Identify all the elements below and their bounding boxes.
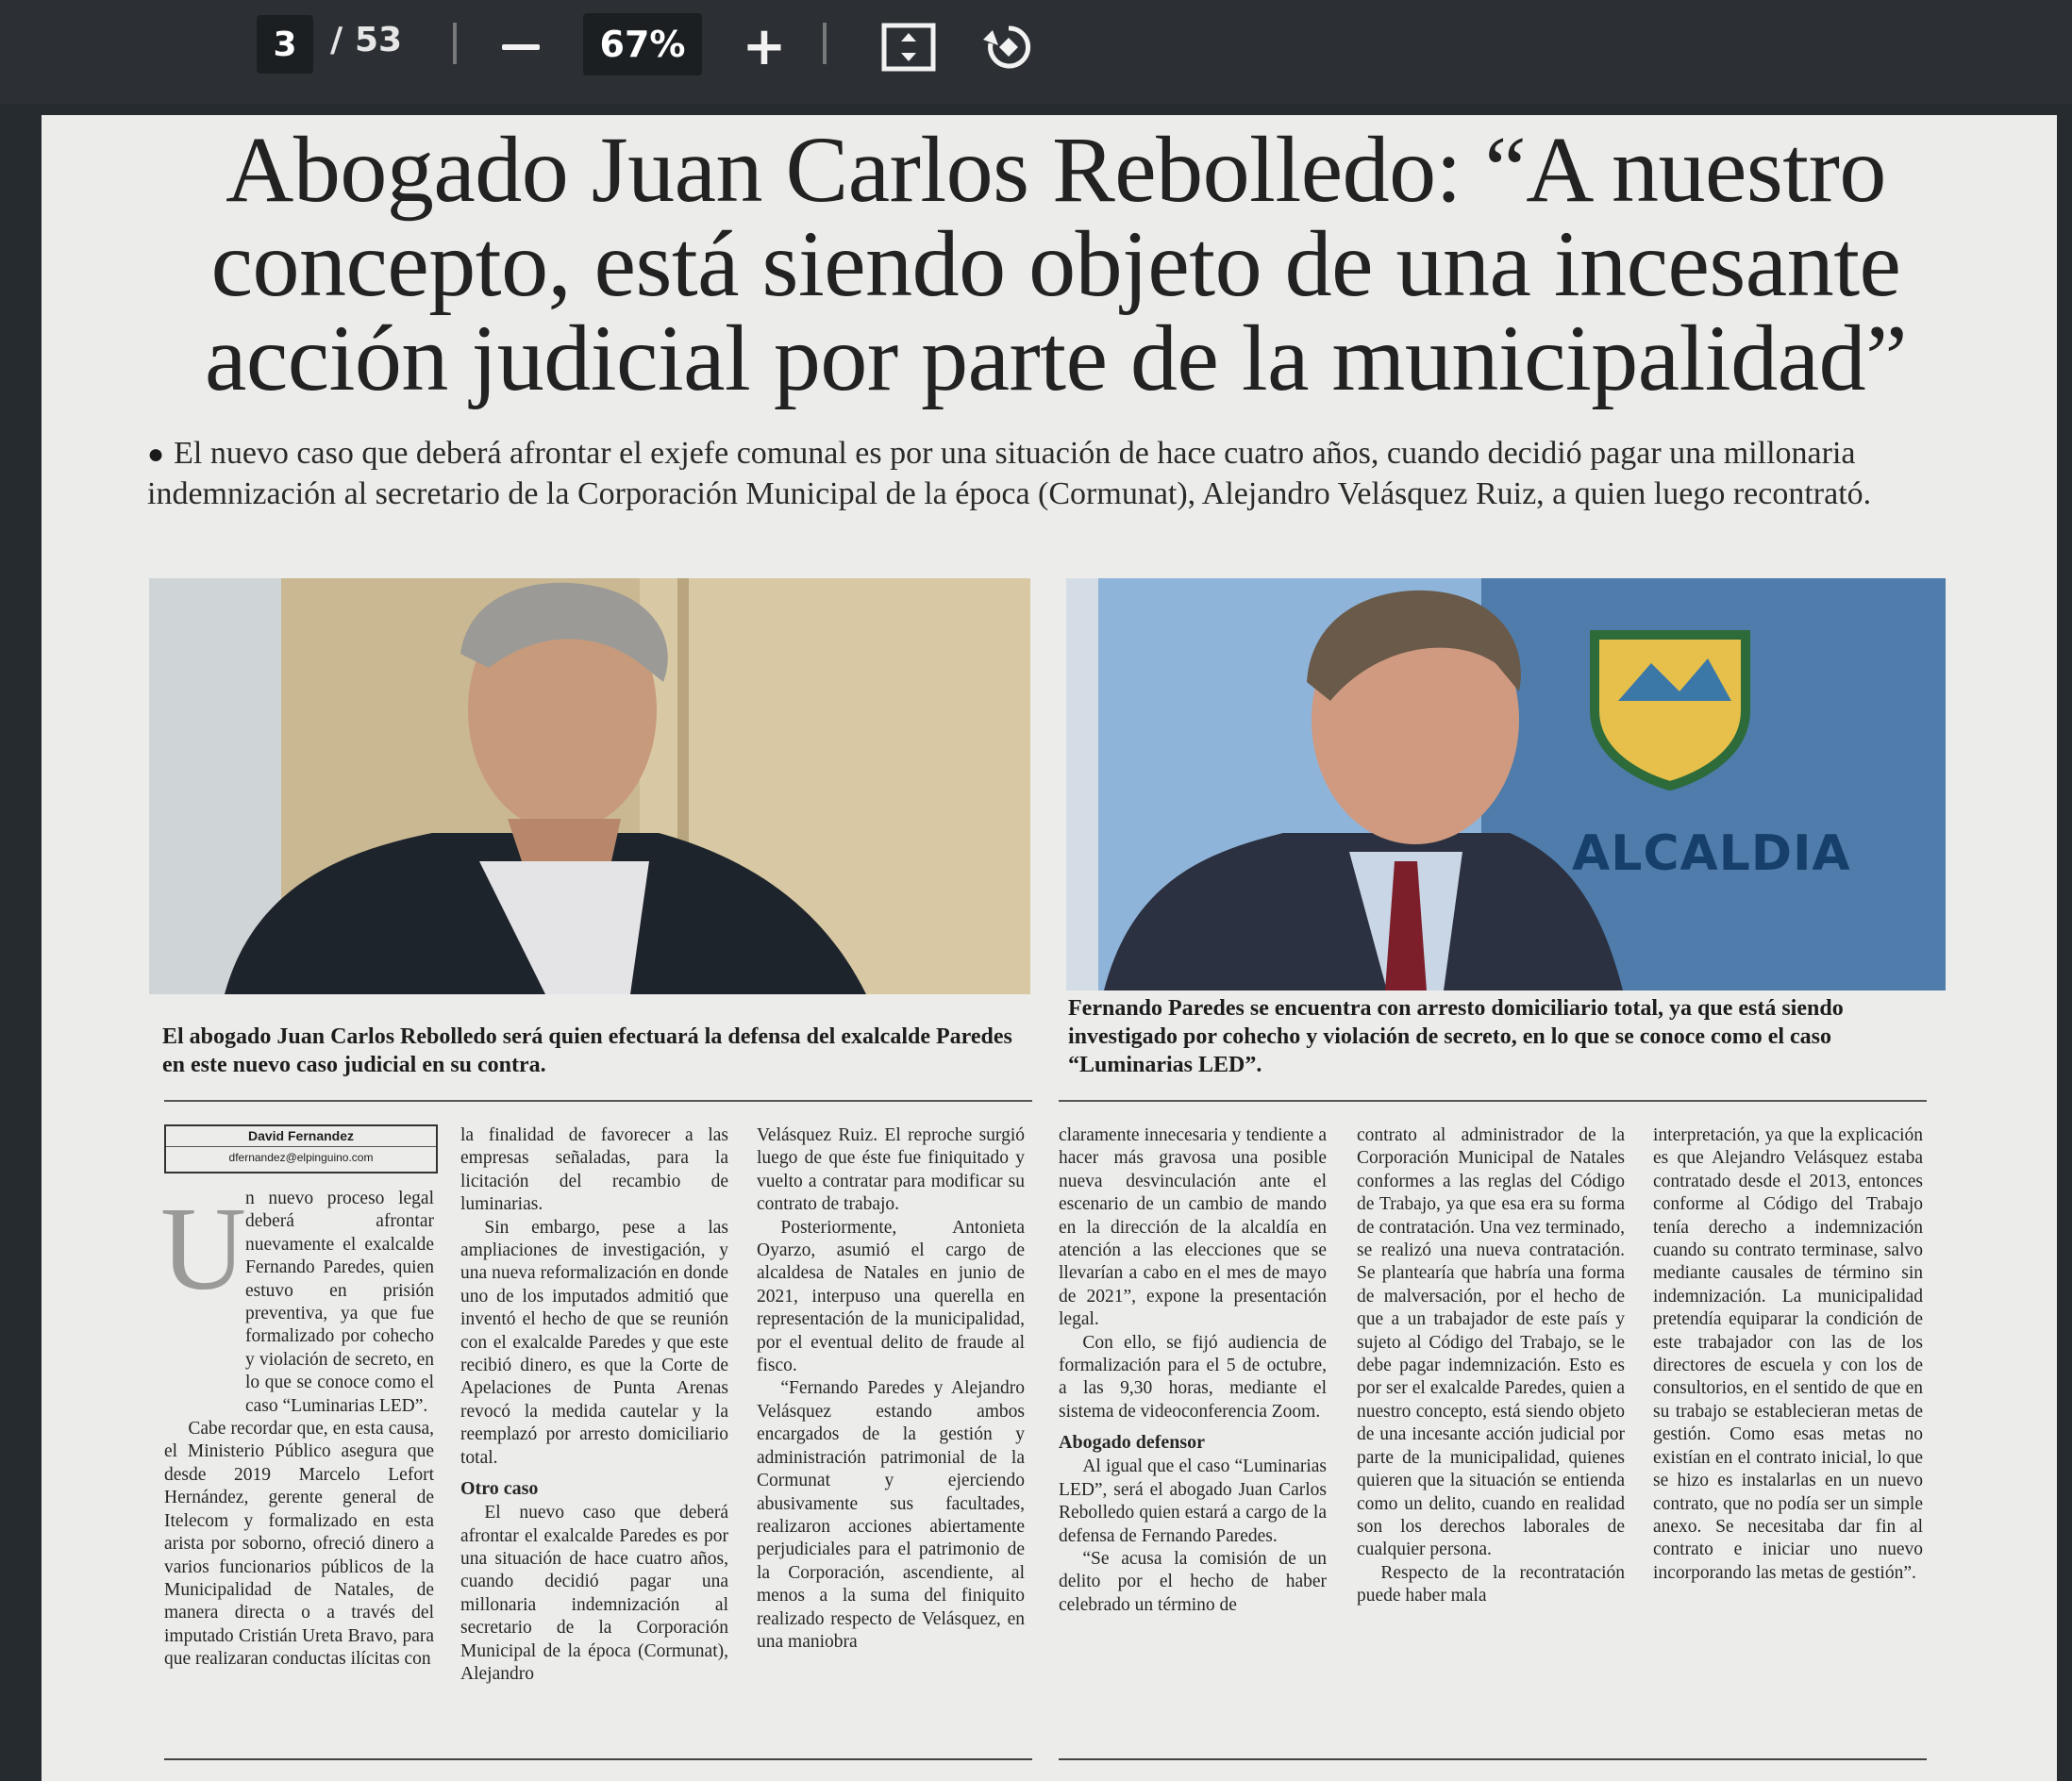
text-column-6	[1653, 1124, 1923, 1747]
zoom-out-icon	[502, 44, 540, 50]
bullet-icon: ●	[147, 439, 165, 470]
paragraph: Al igual que el caso “Luminarias LED”, será el abogado Juan Carlos Rebolledo quien estará a cargo de la defensa de Fernando Paredes.	[1059, 1456, 1327, 1546]
paragraph: n nuevo proceso legal deberá afrontar nuevamente el exalcalde Fernando Paredes, quien estuvo en prisión preventiva, ya que fue formalizado por cohecho y violación de secreto, en lo que se conoce como el caso “Luminarias LED”.	[245, 1189, 434, 1416]
bottom-rule	[1059, 1758, 1927, 1760]
text-column-2	[460, 1124, 728, 1747]
photo-lawyer	[149, 578, 1030, 994]
paragraph: Cabe recordar que, en esta causa, el Ministerio Público asegura que desde 2019 Marcelo Lefort Hernández, gerente general de Itelecom y formalizado en esta arista por soborno, ofreció dinero a varios funcionarios públicos de la Municipalidad de Natales, de manera directa o a través del imputado Cristián Ureta Bravo, para que realizaran conductas ilícitas con	[164, 1419, 434, 1670]
text-column-5	[1357, 1124, 1625, 1747]
photo-exmayor	[1066, 578, 1946, 990]
paragraph: Sin embargo, pese a las ampliaciones de investigación, y una nueva reformalización en donde uno de los imputados admitió que inventó el hecho de que se reunión con el exalcalde Paredes y que este recibió dinero, es que la Corte de Apelaciones de Punta Arenas revocó la medida cautelar y la reemplazó por arresto domiciliario total.	[460, 1217, 728, 1468]
toolbar-divider	[823, 23, 827, 64]
byline-box	[164, 1124, 438, 1173]
paragraph: contrato al administrador de la Corporación Municipal de Natales conformes a las reglas del Código de Trabajo, ya que esa era su forma de contratación. Una vez terminado, se realizó una nueva contratación. Se plantearía que habría una forma de malversación, por el hecho de que a un trabajador de este país y sujeto al Código del Trabajo, se le debe pagar indemnización. Esto es por ser el exalcalde Paredes, quien a nuestro concepto, está siendo objeto de una incesante acción judicial por parte de la municipalidad, quienes quieren que la situación se entienda como un delito, cuando en realidad son los derechos laborales de cualquier persona.	[1357, 1125, 1625, 1560]
subheading-abogado-defensor: Abogado defensor	[1059, 1432, 1206, 1454]
paragraph: “Se acusa la comisión de un delito por el hecho de haber celebrado un término de	[1059, 1548, 1327, 1615]
toolbar-divider	[453, 23, 457, 64]
zoom-in-button[interactable]	[734, 16, 794, 77]
alcaldia-sign: ALCALDIA	[1572, 825, 1851, 882]
rotate-icon	[979, 19, 1038, 75]
rotate-button[interactable]	[979, 19, 1038, 75]
section-rule	[164, 1100, 1032, 1102]
caption-lawyer: El abogado Juan Carlos Rebolledo será quien efectuará la defensa del exalcalde Paredes en este nuevo caso judicial en su contra.	[162, 1024, 1012, 1077]
fit-page-button[interactable]	[881, 23, 936, 72]
zoom-in-icon: +	[742, 16, 787, 77]
byline-email: dfernandez@elpinguino.com	[228, 1151, 374, 1164]
zoom-out-button[interactable]	[491, 19, 551, 75]
current-page-input[interactable]: 3	[257, 15, 313, 74]
drop-cap: U	[160, 1184, 246, 1315]
article-headline: Abogado Juan Carlos Rebolledo: “A nuestro concepto, está siendo objeto de una incesante acción judicial por parte de la municipalidad”	[204, 117, 1907, 410]
paragraph: Posteriormente, Antonieta Oyarzo, asumió el cargo de alcaldesa de Natales en junio de 2021, interpuso una querella en representación de la municipalidad, por el eventual delito de fraude al fisco.	[757, 1217, 1025, 1376]
subheading-otro-caso: Otro caso	[460, 1478, 539, 1500]
text-column-3	[757, 1124, 1025, 1747]
paragraph: interpretación, ya que la explicación es que Alejandro Velásquez estaba contratado desde el 2013, entonces conforme al Código del Trabajo tenía derecho a indemnización cuando su contrato terminase, salvo mediante causales de término sin indemnización. La municipalidad pretendía equiparar la condición de este trabajador con las de los directores de escuela y con los de consultorios, en el sentido de que en su trabajo se establecieran metas de gestión. Como esas metas no existían en el contrato inicial, lo que se hizo es instalarlas en un nuevo contrato, que no podía ser un simple anexo. Se necesitaba dar fin al contrato e iniciar uno nuevo incorporando las metas de gestión”.	[1653, 1125, 1923, 1583]
paragraph: Respecto de la recontratación puede haber mala	[1357, 1562, 1625, 1606]
paragraph: la finalidad de favorecer a las empresas señaladas, para la licitación del recambio de luminarias.	[460, 1125, 728, 1215]
pdf-viewer-toolbar	[0, 0, 2072, 104]
total-pages-label: 53	[355, 21, 403, 59]
paragraph: claramente innecesaria y tendiente a hacer más gravosa una posible nueva desvinculación ante el escenario de un cambio de mando en la dirección de la alcaldía en atención a las elecciones que se llevarían a cabo en el mes de mayo de 2021”, expone la presentación legal.	[1059, 1125, 1327, 1330]
text-column-1	[164, 1188, 434, 1744]
section-rule	[1059, 1100, 1927, 1102]
deck-text: El nuevo caso que deberá afrontar el exjefe comunal es por una situación de hace cuatro años, cuando decidió pagar una millonaria indemnización al secretario de la Corporación Municipal de la época (Cormunat), Alejandro Velásquez Ruiz, a quien luego recontrató.	[147, 436, 1872, 511]
paragraph: El nuevo caso que deberá afrontar el exalcalde Paredes es por una situación de hace cuatro años, cuando decidió pagar una millonaria indemnización al secretario de la Corporación Municipal de la época (Cormunat), Alejandro	[460, 1503, 728, 1684]
paragraph: Con ello, se fijó audiencia de formalización para el 5 de octubre, a las 9,30 horas, mediante el sistema de videoconferencia Zoom.	[1059, 1332, 1327, 1422]
paragraph: Velásquez Ruiz. El reproche surgió luego de que éste fue finiquitado y vuelto a contratar para modificar su contrato de trabajo.	[757, 1125, 1025, 1215]
paragraph: “Fernando Paredes y Alejandro Velásquez estando ambos encargados de la gestión y administración patrimonial de la Cormunat y ejerciendo abusivamente sus facultades, realizaron acciones abiertamente perjudiciales para el patrimonio de la Corporación, ascendiente, al menos a la suma del finiquito realizado respecto de Velásquez, en una maniobra	[757, 1378, 1025, 1652]
zoom-level-input[interactable]: 67%	[583, 13, 702, 75]
fit-page-icon	[881, 23, 936, 72]
text-column-4	[1059, 1124, 1327, 1747]
byline-name: David Fernandez	[166, 1126, 436, 1147]
document-page	[42, 115, 2057, 1781]
caption-exmayor: Fernando Paredes se encuentra con arresto domiciliario total, ya que está siendo investigado por cohecho y violación de secreto, en lo que se conoce como el caso “Luminarias LED”.	[1068, 996, 1844, 1077]
bottom-rule	[164, 1758, 1032, 1760]
article-deck	[147, 434, 1940, 514]
page-separator: /	[330, 21, 343, 59]
